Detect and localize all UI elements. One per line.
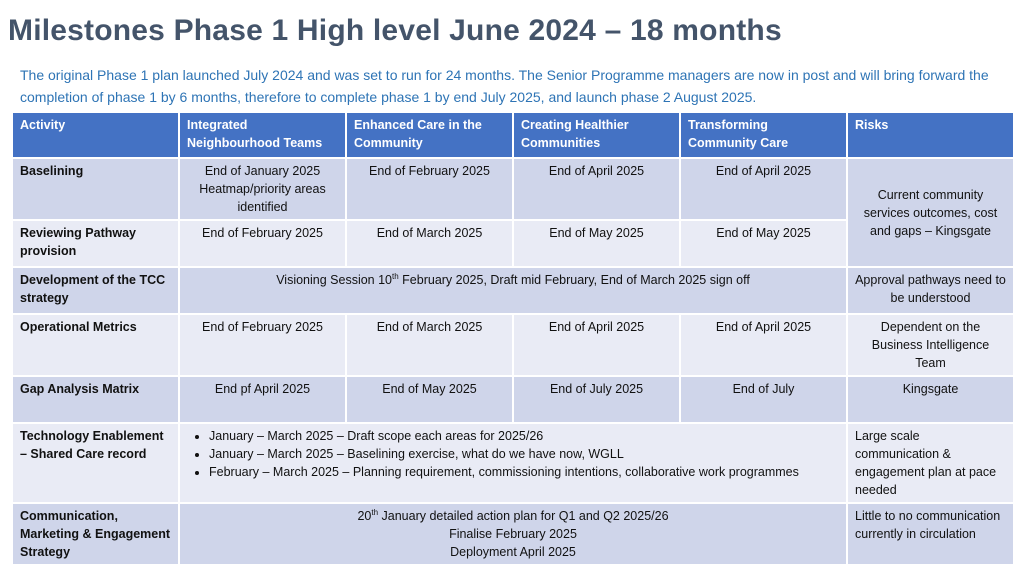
risk-cell: Large scale communication & engagement plan at pace needed bbox=[847, 423, 1014, 503]
row-communication bbox=[12, 503, 1014, 565]
cell-enh: End of March 2025 bbox=[346, 314, 513, 376]
cell-tcc: End of April 2025 bbox=[680, 314, 847, 376]
cell-chc: End of April 2025 bbox=[513, 314, 680, 376]
cell-tcc: End of July bbox=[680, 376, 847, 423]
header-activity: Activity bbox=[12, 112, 179, 158]
merged-cell bbox=[179, 423, 847, 503]
activity-cell: Gap Analysis Matrix bbox=[12, 376, 179, 423]
cell-tcc: End of May 2025 bbox=[680, 220, 847, 267]
risk-cell: Kingsgate bbox=[847, 376, 1014, 423]
merged-cell bbox=[179, 267, 847, 314]
header-enhanced-care: Enhanced Care in the Community bbox=[346, 112, 513, 158]
header-creating-healthier-communities: Creating Healthier Communities bbox=[513, 112, 680, 158]
text-part: Visioning Session 10 bbox=[276, 273, 393, 287]
cell-chc: End of July 2025 bbox=[513, 376, 680, 423]
header-integrated-neighbourhood-teams: Integrated Neighbourhood Teams bbox=[179, 112, 346, 158]
cell-enh: End of May 2025 bbox=[346, 376, 513, 423]
comms-line-2: Finalise February 2025 bbox=[449, 527, 577, 541]
comms-line-3: Deployment April 2025 bbox=[450, 545, 576, 559]
cell-int: End of February 2025 bbox=[179, 220, 346, 267]
cell-int: End of February 2025 bbox=[179, 314, 346, 376]
row-baselining bbox=[12, 158, 1014, 220]
text-part: 20 bbox=[357, 509, 372, 523]
bullet-item: • February – March 2025 – Planning requirement, commissioning intentions, collaborative work programmes bbox=[209, 463, 839, 481]
activity-cell: Reviewing Pathway provision bbox=[12, 220, 179, 267]
row-tcc-strategy bbox=[12, 267, 1014, 314]
activity-cell: Communication, Marketing & Engagement Strategy bbox=[12, 503, 179, 565]
header-risks: Risks bbox=[847, 112, 1014, 158]
intro-text: The original Phase 1 plan launched July 2024 and was set to run for 24 months. The Senior Programme managers are now in post and will bring forward the completion of phase 1 by 6 months, therefore to complete phase 1 by end July 2025, and launch phase 2 August 2025. bbox=[20, 67, 989, 105]
merged-cell bbox=[179, 503, 847, 565]
activity-cell: Development of the TCC strategy bbox=[12, 267, 179, 314]
cell-tcc: End of April 2025 bbox=[680, 158, 847, 220]
activity-cell: Technology Enablement – Shared Care record bbox=[12, 423, 179, 503]
text-part: January detailed action plan for Q1 and Q2 2025/26 bbox=[378, 509, 669, 523]
superscript: th bbox=[392, 271, 399, 281]
row-technology bbox=[12, 423, 1014, 503]
cell-int: End of January 2025 Heatmap/priority areas identified bbox=[179, 158, 346, 220]
header-transforming-community-care: Transforming Community Care bbox=[680, 112, 847, 158]
row-gap-analysis bbox=[12, 376, 1014, 423]
risk-cell: Current community services outcomes, cost and gaps – Kingsgate bbox=[847, 158, 1014, 267]
slide-title: Milestones Phase 1 High level June 2024 – 18 months bbox=[8, 14, 782, 47]
risk-cell: Dependent on the Business Intelligence Team bbox=[847, 314, 1014, 376]
cell-chc: End of April 2025 bbox=[513, 158, 680, 220]
cell-chc: End of May 2025 bbox=[513, 220, 680, 267]
text-part: February 2025, Draft mid February, End of March 2025 sign off bbox=[398, 273, 750, 287]
milestones-table bbox=[11, 111, 1015, 566]
cell-enh: End of February 2025 bbox=[346, 158, 513, 220]
activity-cell: Operational Metrics bbox=[12, 314, 179, 376]
row-metrics bbox=[12, 314, 1014, 376]
header-row bbox=[12, 112, 1014, 158]
bullet-item: • January – March 2025 – Baselining exercise, what do we have now, WGLL bbox=[209, 445, 839, 463]
bullet-item: • January – March 2025 – Draft scope each areas for 2025/26 bbox=[209, 427, 839, 445]
risk-cell: Little to no communication currently in circulation bbox=[847, 503, 1014, 565]
risk-cell: Approval pathways need to be understood bbox=[847, 267, 1014, 314]
cell-enh: End of March 2025 bbox=[346, 220, 513, 267]
bullet-list bbox=[187, 427, 839, 481]
activity-cell: Baselining bbox=[12, 158, 179, 220]
superscript: th bbox=[371, 507, 379, 517]
comms-line-1 bbox=[187, 507, 839, 525]
cell-int: End pf April 2025 bbox=[179, 376, 346, 423]
